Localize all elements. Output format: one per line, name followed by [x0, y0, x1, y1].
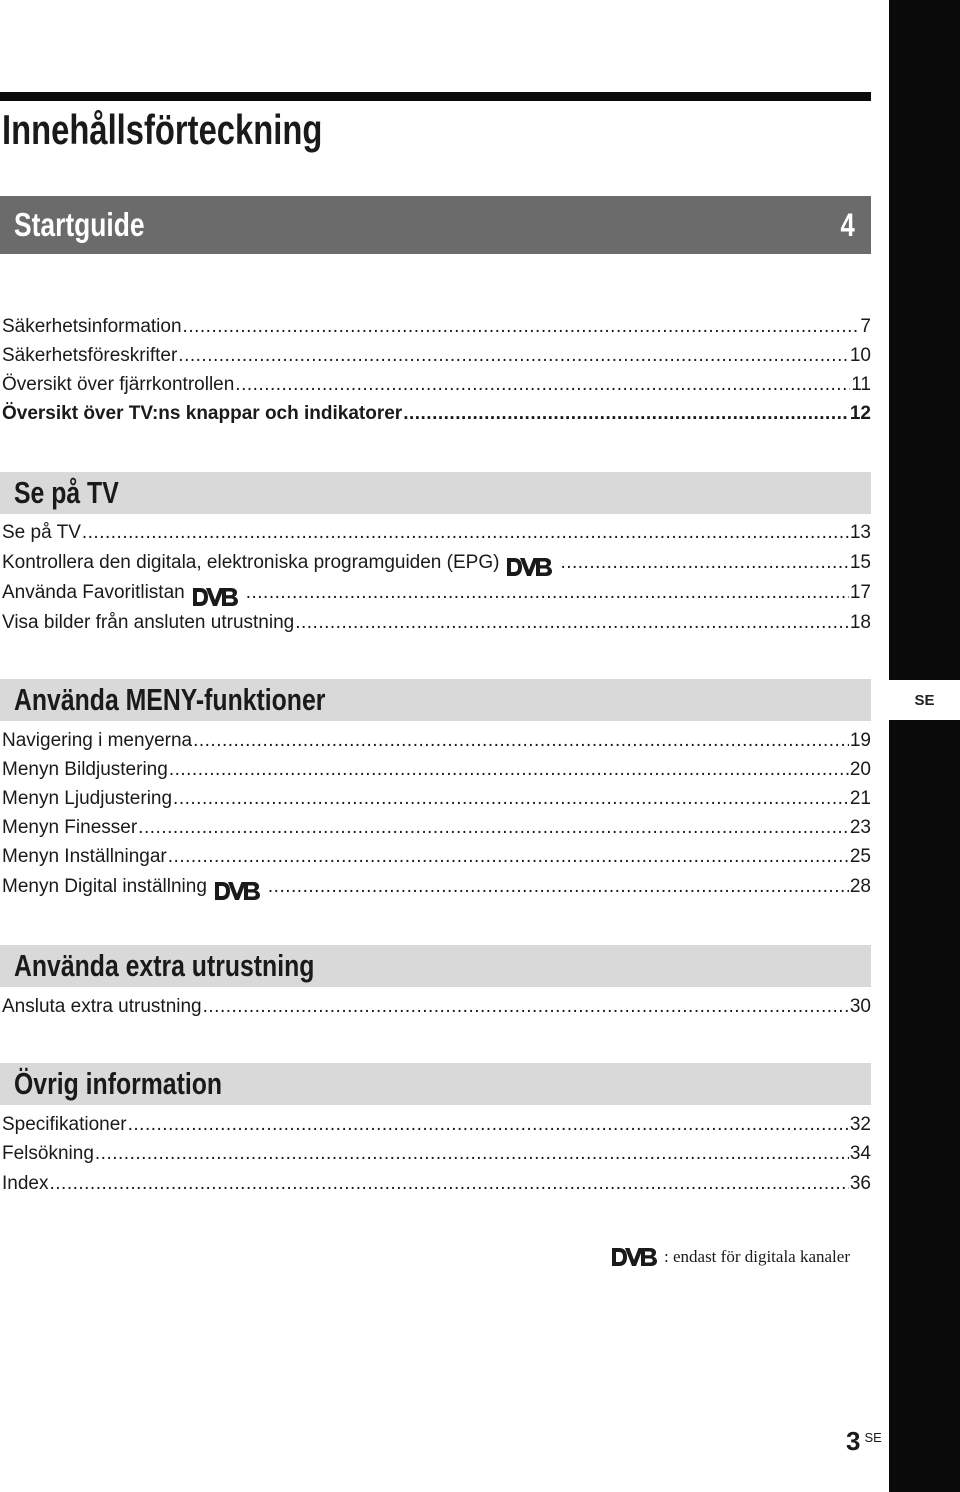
toc-entry[interactable]: [2, 345, 871, 374]
toc-entry[interactable]: [2, 996, 871, 1025]
dot-leader: [203, 996, 849, 1018]
toc-entry-page: 7: [860, 316, 871, 337]
page-title: Innehållsförteckning: [2, 106, 323, 153]
toc-entry[interactable]: [2, 316, 871, 345]
dot-leader: [560, 552, 848, 574]
dot-leader: [295, 612, 849, 634]
section-heading-label: Se på TV: [14, 475, 119, 510]
dot-leader: [168, 846, 849, 868]
dot-leader: [268, 876, 849, 898]
toc-entry-label: Säkerhetsinformation: [2, 316, 182, 337]
toc-entry[interactable]: [2, 846, 871, 875]
toc-entry-label: Menyn Ljudjustering: [2, 788, 173, 809]
toc-entry-label: Säkerhetsföreskrifter: [2, 345, 178, 366]
section-heading-label: Övrig information: [14, 1066, 223, 1101]
toc-entry-label: Felsökning: [2, 1143, 94, 1164]
section-heading-ovrig-information[interactable]: [0, 1063, 871, 1105]
legend-text: : endast för digitala kanaler: [664, 1247, 850, 1266]
toc-entry[interactable]: [2, 582, 871, 611]
toc-entry-label: Menyn Finesser: [2, 817, 138, 838]
toc-entry[interactable]: [2, 1114, 871, 1143]
toc-entry-page: 19: [849, 730, 871, 751]
toc-entry[interactable]: [2, 612, 871, 641]
toc-entry-page: 12: [849, 403, 871, 424]
section-heading-page: 4: [840, 206, 855, 243]
toc-entry-page: 18: [849, 612, 871, 633]
toc-entry-label: Navigering i menyerna: [2, 730, 193, 751]
section-heading-meny-funktioner[interactable]: [0, 679, 871, 721]
dot-leader: [235, 374, 850, 396]
page-number: [846, 1426, 882, 1457]
toc-entry-label: Översikt över TV:ns knappar och indikatorer: [2, 403, 403, 424]
dot-leader: [183, 316, 860, 338]
dot-leader: [403, 403, 849, 425]
language-tab: SE: [889, 680, 960, 720]
toc-entry-page: 21: [849, 788, 871, 809]
section-heading-startguide[interactable]: [0, 196, 871, 254]
toc-entry-page: 15: [849, 552, 871, 573]
dot-leader: [178, 345, 849, 367]
toc-entry-page: 20: [849, 759, 871, 780]
dvb-legend: [610, 1243, 850, 1271]
toc-entry-label: Använda Favoritlistan: [2, 582, 185, 603]
toc-entry-page: 36: [849, 1173, 871, 1194]
section-heading-se-pa-tv[interactable]: [0, 472, 871, 514]
section-heading-label: Använda extra utrustning: [14, 948, 315, 983]
toc-entry-label: Se på TV: [2, 522, 81, 543]
toc-entry-page: 10: [849, 345, 871, 366]
dvb-logo-icon: [610, 1246, 658, 1268]
page-number-suffix: SE: [864, 1430, 882, 1445]
toc-entry-page: 34: [849, 1143, 871, 1164]
toc-entry[interactable]: [2, 1173, 871, 1202]
toc-entry-label: Specifikationer: [2, 1114, 127, 1135]
toc-entry[interactable]: [2, 788, 871, 817]
toc-entry[interactable]: [2, 1143, 871, 1172]
toc-entry-label: Menyn Digital inställning: [2, 876, 207, 897]
toc-entry-label: Översikt över fjärrkontrollen: [2, 374, 235, 395]
toc-entry-page: 32: [849, 1114, 871, 1135]
toc-entry-page: 17: [849, 582, 871, 603]
toc-entry-page: 28: [849, 876, 871, 897]
section-heading-label: Använda MENY-funktioner: [14, 682, 326, 717]
toc-entry[interactable]: [2, 374, 871, 403]
top-rule: [0, 92, 871, 101]
dot-leader: [49, 1173, 848, 1195]
dot-leader: [193, 730, 849, 752]
page-number-value: 3: [846, 1426, 861, 1456]
toc-entry[interactable]: [2, 817, 871, 846]
dot-leader: [246, 582, 849, 604]
toc-entry-label: Visa bilder från ansluten utrustning: [2, 612, 295, 633]
toc-entry-page: 13: [849, 522, 871, 543]
dvb-logo-icon: [505, 556, 553, 578]
dot-leader: [95, 1143, 849, 1165]
dvb-logo-icon: [213, 880, 261, 902]
toc-entry[interactable]: [2, 522, 871, 551]
dot-leader: [128, 1114, 849, 1136]
toc-entry[interactable]: [2, 403, 871, 432]
toc-entry[interactable]: [2, 552, 871, 581]
toc-entry-label: Index: [2, 1173, 49, 1194]
toc-entry-page: 30: [849, 996, 871, 1017]
dvb-logo-icon: [191, 586, 239, 608]
toc-entry[interactable]: [2, 876, 871, 905]
toc-entry-label: Menyn Bildjustering: [2, 759, 168, 780]
dot-leader: [173, 788, 849, 810]
toc-entry-page: 25: [849, 846, 871, 867]
toc-entry-page: 23: [849, 817, 871, 838]
toc-entry-label: Kontrollera den digitala, elektroniska programguiden (EPG): [2, 552, 500, 573]
dot-leader: [169, 759, 849, 781]
toc-entry[interactable]: [2, 759, 871, 788]
section-heading-extra-utrustning[interactable]: [0, 945, 871, 987]
section-heading-label: Startguide: [14, 206, 145, 243]
side-thumb-bar: [889, 0, 960, 1492]
toc-entry-label: Ansluta extra utrustning: [2, 996, 202, 1017]
toc-entry-page: 11: [851, 374, 871, 395]
toc-entry-label: Menyn Inställningar: [2, 846, 167, 867]
dot-leader: [82, 522, 849, 544]
dot-leader: [138, 817, 849, 839]
toc-entry[interactable]: [2, 730, 871, 759]
